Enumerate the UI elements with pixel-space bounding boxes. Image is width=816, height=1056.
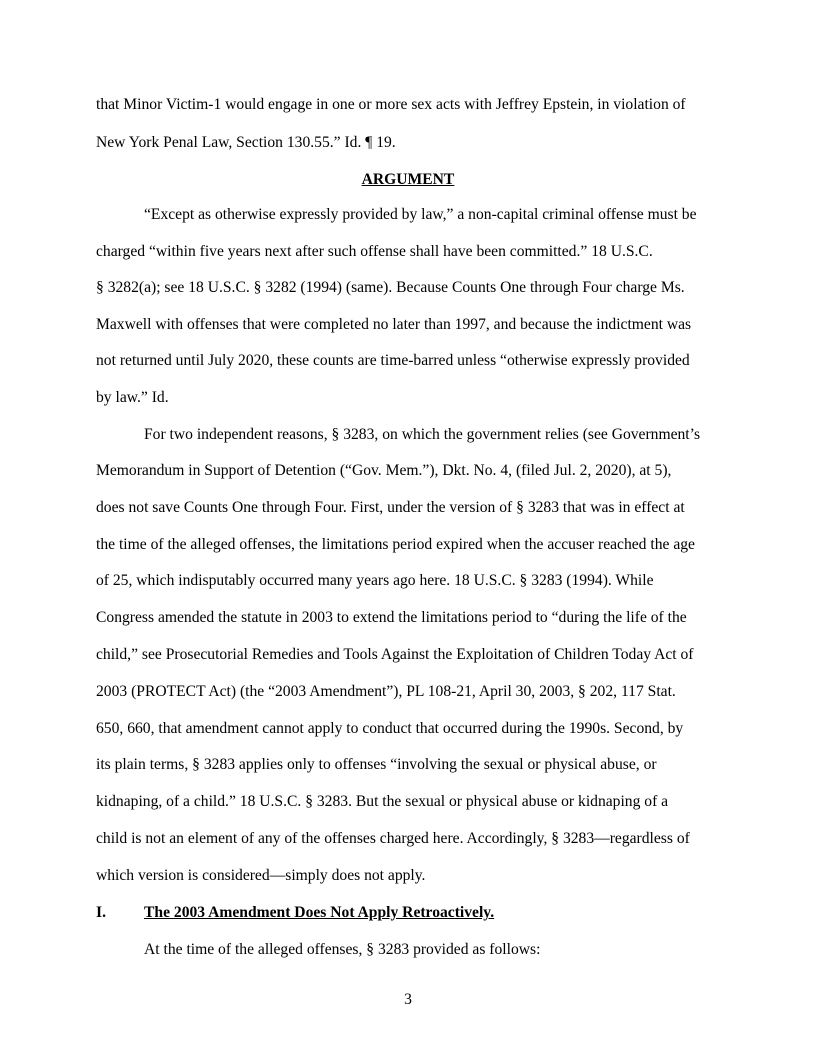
text-line: does not save Counts One through Four. First, under the version of § 3283 that was in effect at (96, 499, 685, 516)
text-line: of 25, which indisputably occurred many years ago here. 18 U.S.C. § 3283 (1994). While (96, 572, 654, 589)
text-line: not returned until July 2020, these counts are time-barred unless “otherwise expressly provided (96, 352, 690, 369)
text-line: child,” see Prosecutorial Remedies and Tools Against the Exploitation of Children Today Act of (96, 646, 694, 663)
text-line: For two independent reasons, § 3283, on which the government relies (see Government’s (144, 426, 701, 443)
text-line: by law.” Id. (96, 389, 169, 406)
text-line: the time of the alleged offenses, the limitations period expired when the accuser reached the age (96, 536, 695, 553)
section-number: I. (96, 904, 106, 921)
text-line: Maxwell with offenses that were completed no later than 1997, and because the indictment was (96, 316, 692, 333)
text-line: Congress amended the statute in 2003 to extend the limitations period to “during the life of the (96, 609, 687, 626)
text-line: New York Penal Law, Section 130.55.” Id. ¶ 19. (96, 134, 396, 151)
text-line: its plain terms, § 3283 applies only to offenses “involving the sexual or physical abuse, or (96, 756, 657, 773)
argument-heading: ARGUMENT (361, 171, 455, 188)
text-line: child is not an element of any of the offenses charged here. Accordingly, § 3283—regardless of (96, 830, 690, 847)
text-line: that Minor Victim-1 would engage in one or more sex acts with Jeffrey Epstein, in violation of (96, 96, 686, 113)
text-line: 650, 660, that amendment cannot apply to conduct that occurred during the 1990s. Second, by (96, 720, 684, 737)
text-line: Memorandum in Support of Detention (“Gov. Mem.”), Dkt. No. 4, (filed Jul. 2, 2020), at 5), (96, 462, 672, 479)
text-line: kidnaping, of a child.” 18 U.S.C. § 3283. But the sexual or physical abuse or kidnaping of a (96, 793, 669, 810)
text-line: § 3282(a); see 18 U.S.C. § 3282 (1994) (same). Because Counts One through Four charge Ms. (96, 279, 685, 296)
text-line: 2003 (PROTECT Act) (the “2003 Amendment”), PL 108-21, April 30, 2003, § 202, 117 Stat. (96, 683, 676, 700)
text-line: “Except as otherwise expressly provided by law,” a non-capital criminal offense must be (144, 206, 697, 223)
text-line: charged “within five years next after such offense shall have been committed.” 18 U.S.C. (96, 243, 653, 260)
section-title: The 2003 Amendment Does Not Apply Retroactively. (144, 904, 495, 921)
page-number: 3 (404, 991, 412, 1008)
text-line: which version is considered—simply does not apply. (96, 867, 426, 884)
text-line: At the time of the alleged offenses, § 3283 provided as follows: (144, 941, 541, 958)
